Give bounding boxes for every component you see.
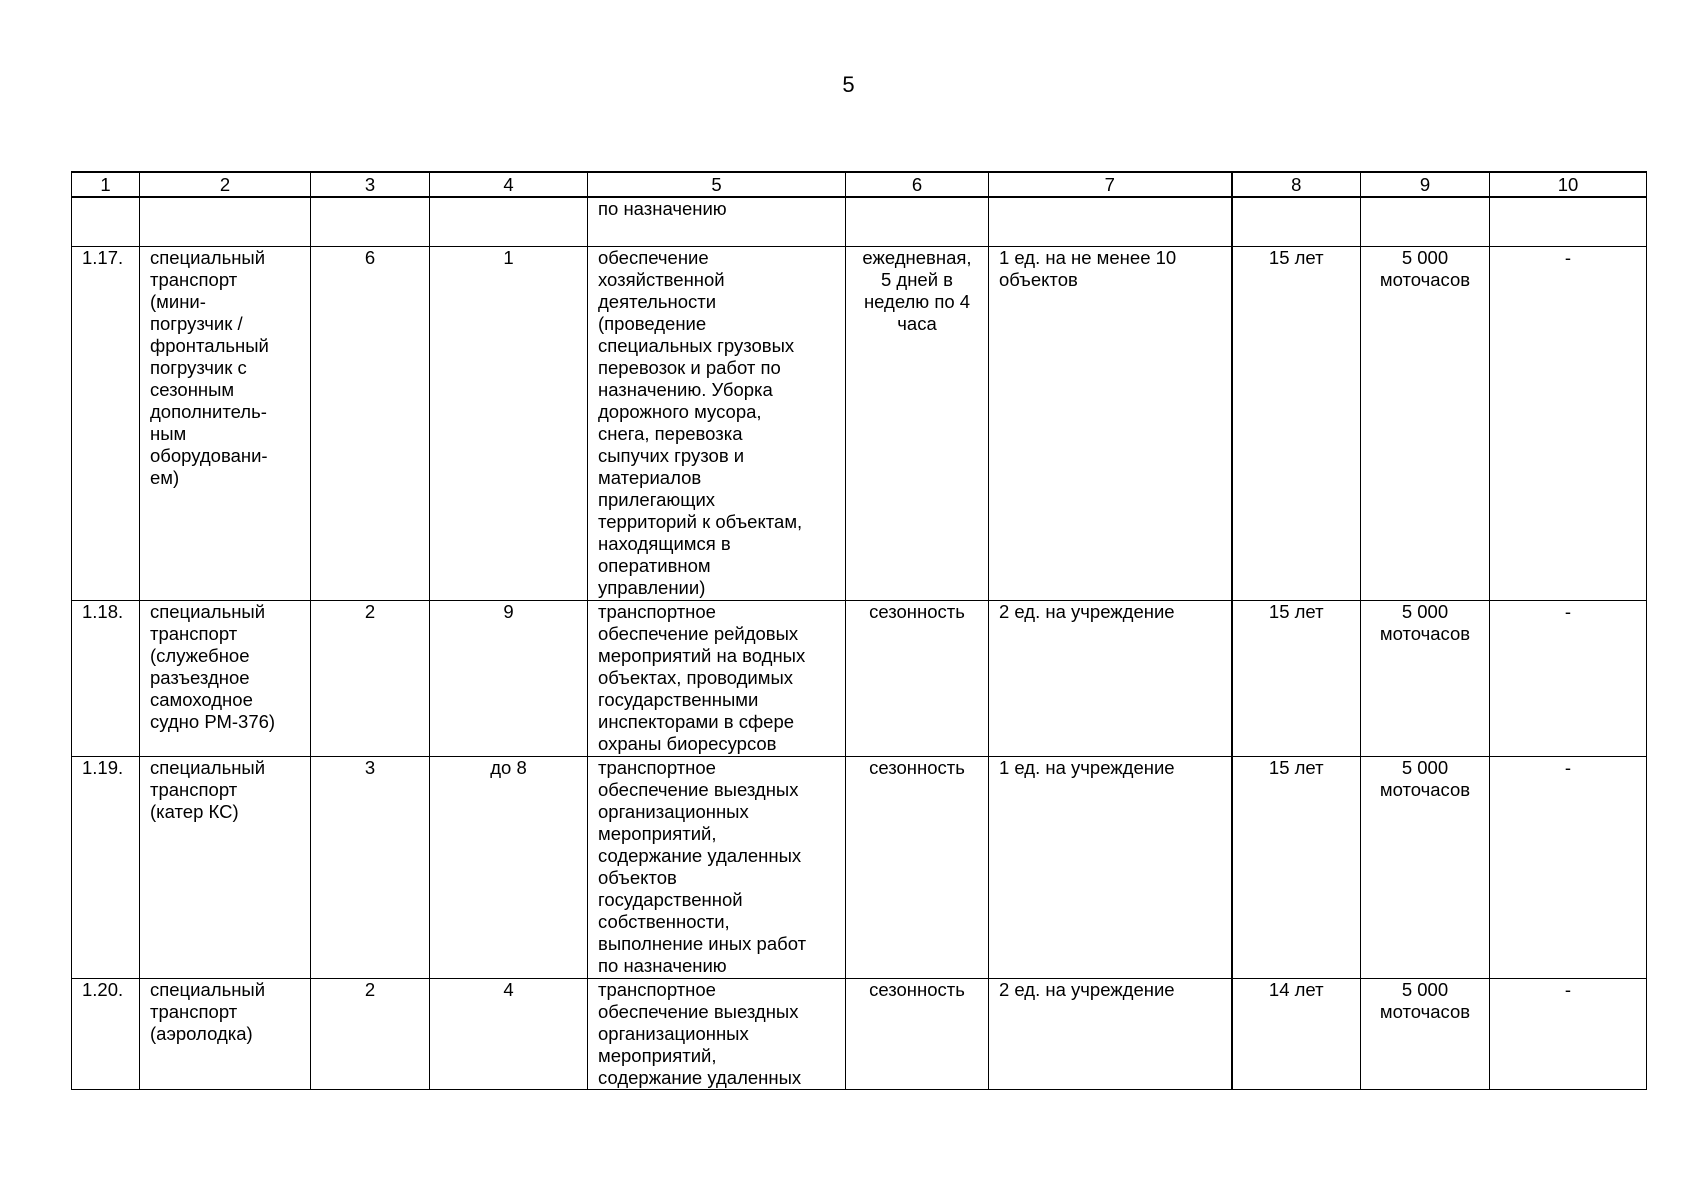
header-cell-1: 1 [72,172,140,197]
header-cell-6: 6 [846,172,989,197]
cell-col4: до 8 [430,757,588,979]
cell-col10: - [1490,601,1647,757]
cell-norm: 1 ед. на не менее 10 объектов [989,247,1232,601]
cell-frequency: сезонность [846,601,989,757]
cell-norm: 2 ед. на учреждение [989,979,1232,1090]
document-table [71,171,1647,1090]
cell-purpose: транспортное обеспечение выездных организационных мероприятий, содержание удаленных объектов государственной собственности, выполнение иных работ по назначению [588,757,846,979]
table-row [72,979,1647,1090]
cell-name [140,197,311,247]
cell-term: 15 лет [1232,601,1361,757]
cell-term: 15 лет [1232,247,1361,601]
table-row [72,247,1647,601]
cell-col3: 2 [311,601,430,757]
cell-frequency [846,197,989,247]
cell-col4: 4 [430,979,588,1090]
cell-col3: 3 [311,757,430,979]
cell-col4: 9 [430,601,588,757]
cell-norm: 2 ед. на учреждение [989,601,1232,757]
cell-num: 1.19. [72,757,140,979]
cell-norm: 1 ед. на учреждение [989,757,1232,979]
header-cell-3: 3 [311,172,430,197]
cell-name: специальный транспорт (мини- погрузчик / фронтальный погрузчик с сезонным дополнитель- ным оборудовани- ем) [140,247,311,601]
cell-purpose: обеспечение хозяйственной деятельности (проведение специальных грузовых перевозок и работ по назначению. Уборка дорожного мусора, снега, перевозка сыпучих грузов и материалов прилегающих территорий к объектам, находящимся в оперативном управлении) [588,247,846,601]
cell-frequency: ежедневная, 5 дней в неделю по 4 часа [846,247,989,601]
cell-col10: - [1490,979,1647,1090]
cell-name: специальный транспорт (аэролодка) [140,979,311,1090]
cell-term: 14 лет [1232,979,1361,1090]
table-row [72,601,1647,757]
cell-col10: - [1490,247,1647,601]
header-cell-2: 2 [140,172,311,197]
cell-col10 [1490,197,1647,247]
cell-col10: - [1490,757,1647,979]
cell-term [1232,197,1361,247]
cell-purpose: транспортное обеспечение выездных организационных мероприятий, содержание удаленных [588,979,846,1090]
header-cell-5: 5 [588,172,846,197]
cell-resource: 5 000 моточасов [1361,601,1490,757]
cell-col3 [311,197,430,247]
table-row-continuation [72,197,1647,247]
cell-frequency: сезонность [846,757,989,979]
cell-resource: 5 000 моточасов [1361,979,1490,1090]
cell-col4 [430,197,588,247]
cell-num: 1.17. [72,247,140,601]
header-row [72,172,1647,197]
cell-norm [989,197,1232,247]
header-cell-10: 10 [1490,172,1647,197]
cell-num: 1.18. [72,601,140,757]
cell-num [72,197,140,247]
cell-term: 15 лет [1232,757,1361,979]
cell-resource: 5 000 моточасов [1361,247,1490,601]
header-cell-9: 9 [1361,172,1490,197]
cell-resource: 5 000 моточасов [1361,757,1490,979]
cell-col3: 2 [311,979,430,1090]
cell-col3: 6 [311,247,430,601]
header-cell-4: 4 [430,172,588,197]
cell-col4: 1 [430,247,588,601]
cell-name: специальный транспорт (служебное разъездное самоходное судно РМ-376) [140,601,311,757]
table-row [72,757,1647,979]
cell-name: специальный транспорт (катер КС) [140,757,311,979]
header-cell-7: 7 [989,172,1232,197]
header-cell-8: 8 [1232,172,1361,197]
cell-num: 1.20. [72,979,140,1090]
cell-purpose: транспортное обеспечение рейдовых мероприятий на водных объектах, проводимых государственными инспекторами в сфере охраны биоресурсов [588,601,846,757]
page-number: 5 [842,72,855,97]
cell-frequency: сезонность [846,979,989,1090]
cell-resource [1361,197,1490,247]
cell-purpose: по назначению [588,197,846,247]
